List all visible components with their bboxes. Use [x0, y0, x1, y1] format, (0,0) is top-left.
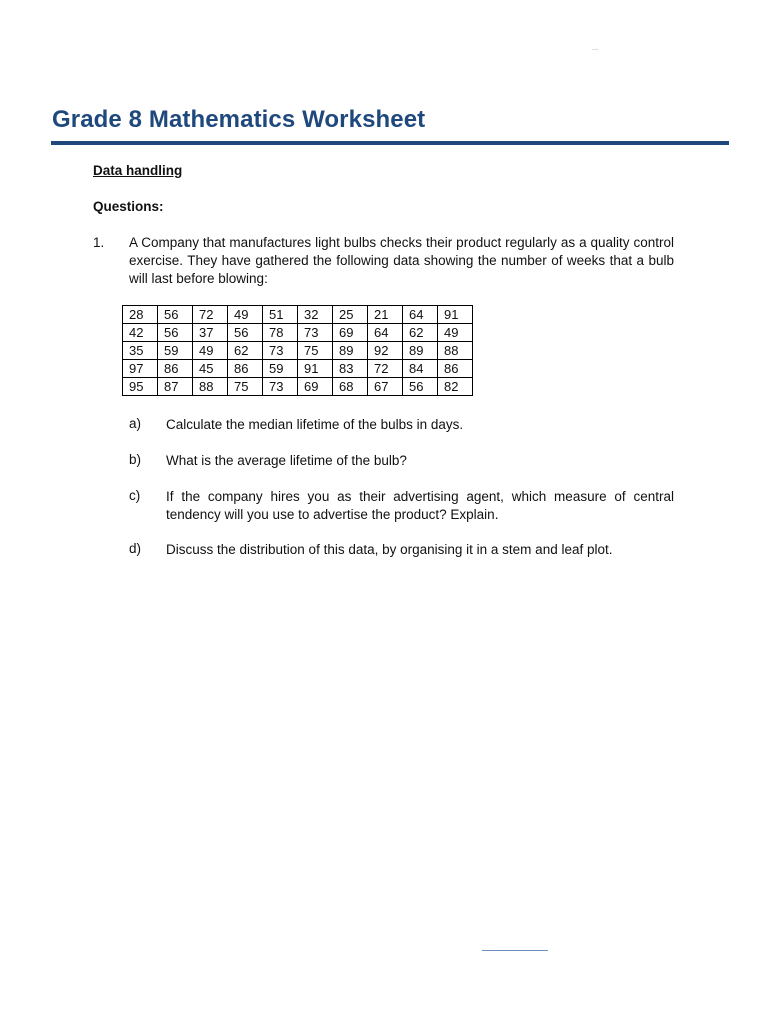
table-cell: 56	[158, 324, 193, 342]
table-cell: 35	[123, 342, 158, 360]
table-cell: 89	[403, 342, 438, 360]
part-d-label: d)	[129, 541, 142, 556]
table-row	[123, 360, 473, 378]
table-cell: 92	[368, 342, 403, 360]
table-cell: 28	[123, 306, 158, 324]
table-cell: 78	[263, 324, 298, 342]
table-cell: 42	[123, 324, 158, 342]
part-b-text: What is the average lifetime of the bulb?	[166, 453, 407, 468]
question-number: 1.	[93, 235, 105, 250]
table-cell: 83	[333, 360, 368, 378]
part-a-text: Calculate the median lifetime of the bulbs in days.	[166, 417, 464, 432]
page-title: Grade 8 Mathematics Worksheet	[52, 106, 426, 133]
table-cell: 86	[158, 360, 193, 378]
table-cell: 64	[368, 324, 403, 342]
table-row	[123, 324, 473, 342]
table-cell: 51	[263, 306, 298, 324]
part-d-text: Discuss the distribution of this data, by organising it in a stem and leaf plot.	[166, 542, 613, 557]
table-cell: 69	[333, 324, 368, 342]
table-cell: 32	[298, 306, 333, 324]
table-cell: 95	[123, 378, 158, 396]
table-cell: 72	[193, 306, 228, 324]
table-cell: 21	[368, 306, 403, 324]
table-cell: 49	[228, 306, 263, 324]
table-row	[123, 342, 473, 360]
table-cell: 87	[158, 378, 193, 396]
table-cell: 72	[368, 360, 403, 378]
part-c-label: c)	[129, 488, 141, 503]
table-cell: 45	[193, 360, 228, 378]
table-cell: 59	[158, 342, 193, 360]
part-b-label: b)	[129, 452, 142, 467]
table-cell: 56	[228, 324, 263, 342]
table-cell: 25	[333, 306, 368, 324]
footer-rule	[482, 950, 548, 951]
table-cell: 86	[228, 360, 263, 378]
section-heading: Data handling	[93, 163, 183, 178]
bulb-data-table	[122, 305, 473, 396]
table-cell: 73	[298, 324, 333, 342]
questions-heading: Questions:	[93, 199, 164, 214]
table-row	[123, 306, 473, 324]
table-cell: 86	[438, 360, 473, 378]
table-cell: 62	[403, 324, 438, 342]
table-cell: 91	[298, 360, 333, 378]
table-cell: 68	[333, 378, 368, 396]
table-cell: 59	[263, 360, 298, 378]
table-cell: 69	[298, 378, 333, 396]
table-cell: 56	[403, 378, 438, 396]
table-cell: 88	[438, 342, 473, 360]
page-corner-mark	[592, 49, 598, 50]
table-cell: 88	[193, 378, 228, 396]
table-cell: 56	[158, 306, 193, 324]
table-cell: 89	[333, 342, 368, 360]
table-cell: 73	[263, 342, 298, 360]
table-cell: 62	[228, 342, 263, 360]
table-cell: 75	[228, 378, 263, 396]
table-cell: 49	[438, 324, 473, 342]
table-cell: 91	[438, 306, 473, 324]
title-underline-rule	[51, 141, 729, 145]
table-cell: 84	[403, 360, 438, 378]
table-cell: 49	[193, 342, 228, 360]
part-c-text: If the company hires you as their advertising agent, which measure of central tendency will you use to advertise the product? Explain.	[166, 489, 674, 522]
table-cell: 64	[403, 306, 438, 324]
part-a-label: a)	[129, 416, 142, 431]
table-cell: 82	[438, 378, 473, 396]
question-text: A Company that manufactures light bulbs checks their product regularly as a quality control exercise. They have gathered the following data showing the number of weeks that a bulb will last before blowing:	[129, 235, 674, 286]
table-cell: 97	[123, 360, 158, 378]
table-cell: 75	[298, 342, 333, 360]
table-row	[123, 378, 473, 396]
table-cell: 73	[263, 378, 298, 396]
table-cell: 37	[193, 324, 228, 342]
table-cell: 67	[368, 378, 403, 396]
bulb-data-table-body	[123, 306, 473, 396]
